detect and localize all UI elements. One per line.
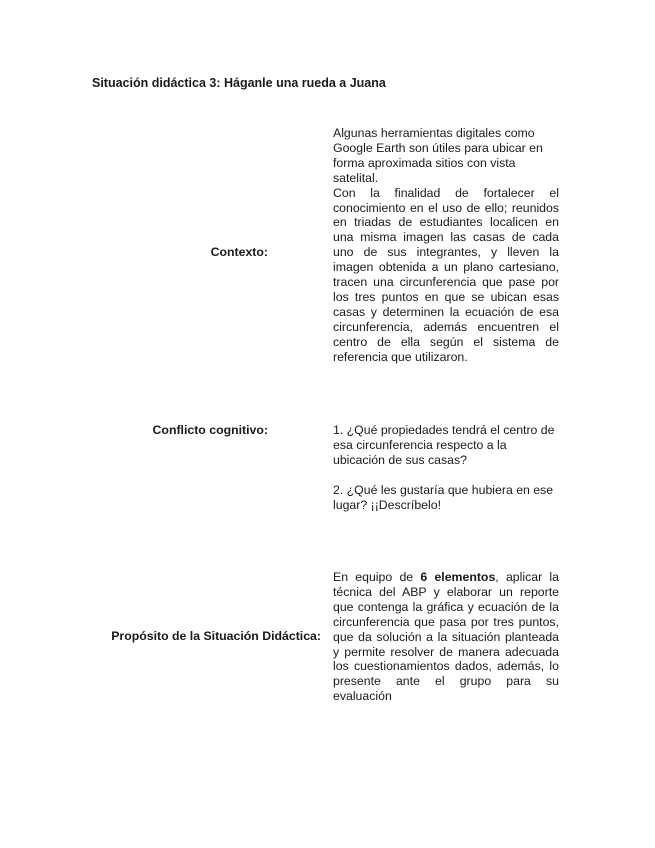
conflicto-body <box>333 423 559 513</box>
contexto-paragraph-1: Algunas herramientas digitales como Google Earth son útiles para ubicar en forma aproximada sitios con vista satelital. <box>333 126 543 185</box>
contexto-label: Contexto: <box>210 245 268 259</box>
proposito-label: Propósito de la Situación Didáctica: <box>111 629 321 643</box>
proposito-text-end: , aplicar la técnica del ABP y elaborar un reporte que contenga la gráfica y ecuación de la circunferencia que pasa por tres puntos, que da solución a la situación planteada y permite resolver de manera adecuada los cuestionamientos dados, además, lo presente ante el grupo para su evaluación <box>333 570 559 704</box>
page-title: Situación didáctica 3: Háganle una rueda a Juana <box>92 76 386 90</box>
conflicto-question-1: 1. ¿Qué propiedades tendrá el centro de esa circunferencia respecto a la ubicación de sus casas? <box>333 423 555 467</box>
proposito-emphasis: 6 elementos <box>420 570 496 584</box>
contexto-body <box>333 126 559 365</box>
question-spacer <box>333 468 559 483</box>
proposito-text-start: En equipo de <box>333 570 421 584</box>
proposito-body <box>333 570 559 704</box>
contexto-paragraph-2: Con la finalidad de fortalecer el conocimiento en el uso de ello; reunidos en triadas de estudiantes localicen en una misma imagen las casas de cada uno de sus integrantes, y lleven la imagen obtenida a un plano cartesiano, tracen una circunferencia que pase por los tres puntos en que se ubican esas casas y determinen la ecuación de esa circunferencia, además encuentren el centro de ella según el sistema de referencia que utilizaron. <box>333 185 559 364</box>
conflicto-label: Conflicto cognitivo: <box>152 423 268 437</box>
conflicto-question-2: 2. ¿Qué les gustaría que hubiera en ese lugar? ¡¡Descríbelo! <box>333 482 554 512</box>
proposito-paragraph <box>333 570 559 704</box>
